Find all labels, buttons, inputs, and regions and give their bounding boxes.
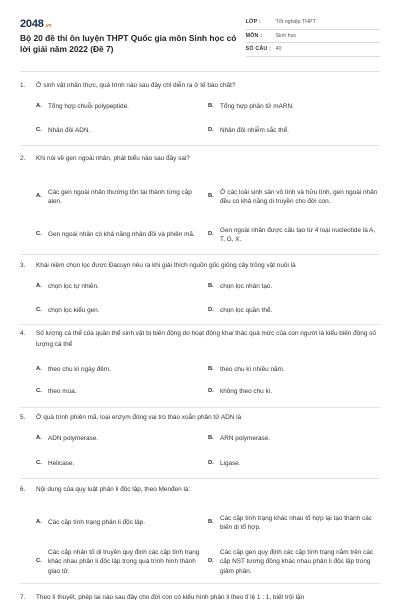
option-text: Nhân đôi ADN.	[48, 127, 91, 134]
option-text: Ở các loài sinh sản vô tính và hữu tính, gen ngoài nhân đều có khả năng di truyền cho đời con.	[220, 188, 378, 205]
option-text: Gen ngoài nhân được cấu tạo từ 4 loại nucleotide là A, T, G, X.	[220, 226, 376, 243]
exam-info-table	[246, 16, 380, 57]
option-a[interactable]	[36, 182, 206, 212]
option-d[interactable]	[208, 224, 380, 246]
option-a[interactable]	[36, 282, 206, 292]
question-stem	[20, 328, 380, 350]
info-label: SỐ CÂU :	[245, 46, 272, 53]
question-stem	[20, 80, 380, 91]
option-d[interactable]	[208, 547, 380, 577]
info-label: MÔN :	[245, 32, 263, 39]
option-c[interactable]	[36, 459, 206, 469]
option-text: chọn lọc quần thể.	[220, 307, 273, 314]
option-letter: B.	[208, 519, 214, 526]
option-letter: D.	[208, 388, 214, 394]
option-letter: B.	[208, 193, 214, 200]
option-a[interactable]	[36, 102, 206, 112]
option-letter: B.	[208, 435, 214, 441]
option-letter: D.	[208, 127, 214, 133]
option-letter: A.	[36, 519, 42, 526]
header-divider	[20, 71, 380, 72]
document-title: Bộ 20 đề thi ôn luyện THPT Quốc gia môn Sinh học có lời giải năm 2022 (Đề 7)	[20, 33, 237, 54]
option-b[interactable]	[208, 182, 380, 212]
option-b[interactable]	[208, 282, 380, 292]
question-text: Theo lí thuyết, phép lai nào sau đây cho đời con có kiểu hình phân li theo tỉ lệ 1 : 1, biết trội lặn	[36, 594, 305, 600]
question-stem	[20, 153, 380, 164]
option-letter: B.	[208, 103, 214, 109]
question-stem	[20, 412, 380, 423]
info-label: LỚP :	[245, 19, 262, 26]
question-number: 7.	[20, 594, 26, 600]
option-c[interactable]	[36, 126, 206, 136]
option-text: chọn lọc tự nhiên.	[48, 283, 99, 290]
option-text: ADN polymerase.	[48, 435, 99, 442]
question-text: Khi nói về gen ngoài nhân, phát biểu nào sau đây sai?	[36, 155, 190, 162]
option-d[interactable]	[208, 126, 380, 136]
option-a[interactable]	[36, 512, 206, 534]
option-text: Gen ngoài nhân có khả năng nhân đôi và phiên mã.	[48, 231, 195, 239]
option-b[interactable]	[208, 512, 380, 534]
option-letter: A.	[36, 193, 42, 200]
header-left	[20, 18, 246, 54]
option-letter: D.	[208, 231, 214, 238]
question-number: 5.	[20, 414, 26, 421]
option-text: theo chu kì ngày đêm.	[48, 366, 111, 373]
option-letter: B.	[208, 283, 214, 289]
question-text: Số lượng cá thể của quần thể sinh vật bị biến động do hoạt động khai thác quá mức của con người là kiểu biến động số lượng cá thể	[36, 330, 376, 348]
option-text: Tổng hợp chuỗi polypeptide.	[48, 103, 129, 110]
question-stem	[20, 592, 380, 600]
option-a[interactable]	[36, 365, 206, 375]
question-4	[20, 328, 380, 408]
option-text: Các cặp tính trạng phân li độc lập.	[48, 519, 145, 527]
option-b[interactable]	[208, 365, 380, 375]
option-text: theo chu kì nhiều năm.	[220, 366, 285, 373]
option-text: Nhân đôi nhiễm sắc thể.	[220, 127, 289, 134]
option-text: Tổng hợp phân tử mARN.	[220, 103, 294, 110]
option-letter: A.	[36, 366, 42, 372]
option-text: Các cặp nhân tố di truyền quy định các cặp tính trạng khác nhau phân li độc lập trong quá trình hình thành giao tử.	[48, 548, 200, 575]
option-d[interactable]	[208, 387, 380, 397]
info-row-count	[246, 43, 380, 57]
question-text: Khái niệm chọn lọc được Đacuyn nêu ra khi giải thích nguồn gốc giống cây trồng vật nuôi là	[36, 262, 296, 269]
option-letter: C.	[36, 231, 42, 238]
question-text: Ở sinh vật nhân thực, quá trình nào sau đây chỉ diễn ra ở tế bào chất?	[36, 82, 236, 89]
question-3	[20, 260, 380, 325]
option-c[interactable]	[36, 306, 206, 316]
option-text: theo mùa.	[48, 388, 77, 395]
option-text: chọn lọc nhân tạo.	[220, 283, 273, 290]
option-letter: C.	[36, 460, 42, 466]
option-text: Helicase.	[48, 460, 75, 467]
question-1	[20, 80, 380, 146]
option-letter: C.	[36, 558, 42, 565]
info-value: 40	[275, 46, 282, 53]
question-number: 3.	[20, 262, 26, 269]
option-d[interactable]	[208, 306, 380, 316]
logo-tld: .vn	[44, 23, 52, 29]
option-letter: C.	[36, 127, 42, 133]
question-number: 2.	[20, 155, 26, 162]
option-letter: C.	[36, 388, 42, 394]
question-6	[20, 484, 380, 584]
question-5	[20, 412, 380, 479]
option-text: không theo chu kì.	[220, 388, 273, 395]
option-letter: D.	[208, 460, 214, 466]
option-c[interactable]	[36, 547, 206, 577]
option-d[interactable]	[208, 459, 380, 469]
question-stem	[20, 260, 380, 271]
info-value: Tốt nghiệp THPT	[275, 19, 316, 26]
option-letter: D.	[208, 558, 214, 565]
option-a[interactable]	[36, 434, 206, 444]
question-number: 1.	[20, 82, 26, 89]
logo-main: 2048	[20, 18, 44, 30]
option-text: Ligase.	[220, 460, 241, 467]
option-letter: A.	[36, 435, 42, 441]
option-letter: A.	[36, 103, 42, 109]
question-2	[20, 153, 380, 255]
option-letter: A.	[36, 283, 42, 289]
question-7	[20, 592, 380, 600]
info-row-subject	[246, 30, 380, 44]
info-row-class	[246, 16, 380, 30]
option-text: Các gen ngoài nhân thường tồn tại thành từng cặp alen.	[48, 188, 192, 205]
option-text: ARN polymerase.	[220, 435, 271, 442]
option-b[interactable]	[208, 102, 380, 112]
option-letter: D.	[208, 307, 214, 313]
question-stem	[20, 484, 380, 495]
option-letter: C.	[36, 307, 42, 313]
question-text: Ở quá trình phiên mã, loại enzym đóng vai trò tháo xoắn phân tử ADN là	[36, 414, 242, 421]
option-c[interactable]	[36, 224, 206, 246]
option-text: Các cặp gen quy định các cặp tính trạng nằm trên các cặp NST tương đồng khác nhau phân li độc lập trong giảm phân.	[220, 548, 374, 575]
question-number: 4.	[20, 330, 26, 337]
question-number: 6.	[20, 486, 26, 493]
site-logo[interactable]	[20, 18, 246, 30]
document-header	[20, 18, 380, 68]
option-c[interactable]	[36, 387, 206, 397]
option-b[interactable]	[208, 434, 380, 444]
option-text: chọn lọc kiểu gen.	[48, 307, 100, 314]
info-value: Sinh học	[275, 32, 297, 39]
option-text: Các cặp tính trạng khác nhau tổ hợp lại tạo thành các biến dị tổ hợp.	[220, 514, 372, 531]
option-letter: B.	[208, 366, 214, 372]
question-text: Nội dung của quy luật phân li độc lập, theo Menđen là:	[36, 486, 191, 493]
